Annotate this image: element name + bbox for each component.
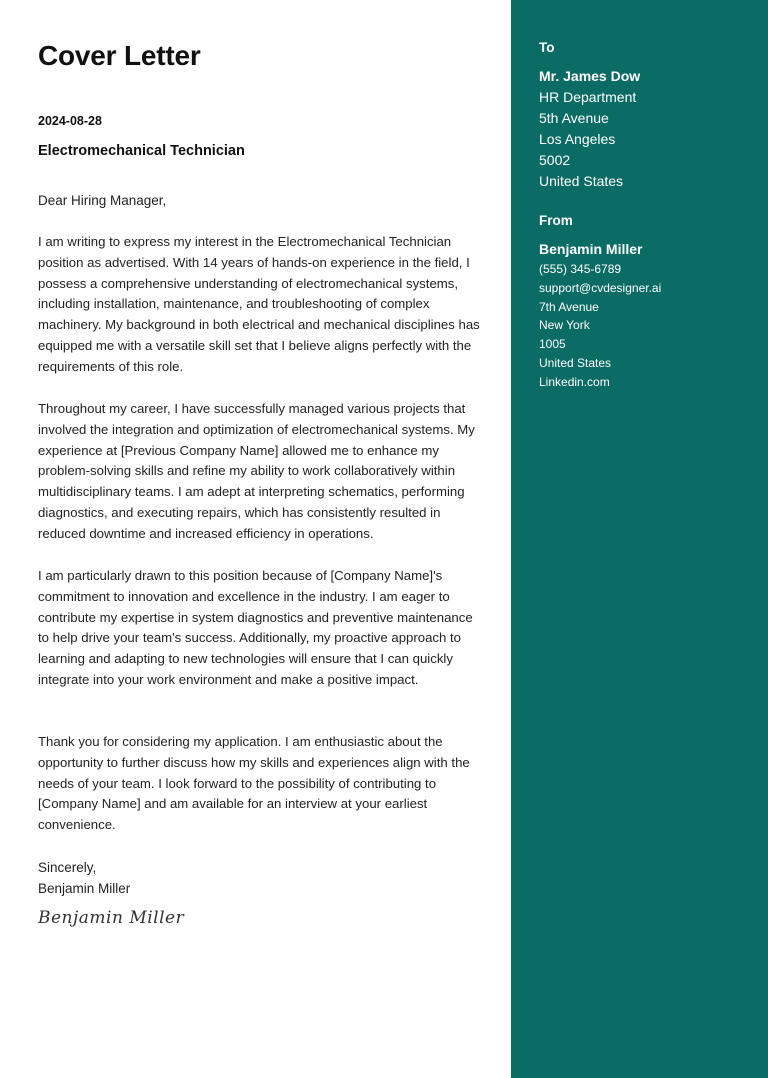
sender-block [539,239,661,392]
closing-name: Benjamin Miller [38,880,131,896]
letter-date: 2024-08-28 [38,114,102,128]
signature: Benjamin Miller [38,908,185,928]
paragraph-closing: Thank you for considering my application. I am enthusiastic about the opportunity to further discuss how my skills and experiences align with the needs of your team. I look forward to the possibility of contributing to [Company Name] and am available for an interview at your earliest convenience. [38,734,470,833]
position-title: Electromechanical Technician [38,143,245,159]
paragraph-motivation: I am particularly drawn to this position because of [Company Name]'s commitment to innovation and excellence in the industry. I am eager to contribute my expertise in system diagnostics and preventive maintenance to help drive your team's success. Additionally, my proactive approach to learning and adapting to new technologies will ensure that I can quickly integrate into your work environment and make a positive impact. [38,568,473,687]
paragraph-intro: I am writing to express my interest in the Electromechanical Technician position as advertised. With 14 years of hands-on experience in the field, I possess a comprehensive understanding of electromechanical systems, including installation, maintenance, and troubleshooting of complex machinery. My background in both electrical and mechanical disciplines has equipped me with a versatile skill set that I believe aligns perfectly with the requirements of this role. [38,234,480,374]
sender-city: New York [539,318,590,333]
sender-name: Benjamin Miller [539,241,643,257]
recipient-street: 5th Avenue [539,110,609,126]
closing-block [38,858,130,900]
recipient-zip: 5002 [539,152,571,168]
sender-country: United States [539,355,612,370]
contact-sidebar [511,0,768,1078]
recipient-block [539,66,640,192]
sender-email[interactable]: support@cvdesigner.ai [539,280,662,295]
sender-zip: 1005 [539,337,566,352]
sender-linkedin-link[interactable]: Linkedin.com [539,374,610,389]
sender-heading: From [539,213,573,228]
paragraph-experience: Throughout my career, I have successfully managed various projects that involved the integration and optimization of electromechanical systems. My experience at [Previous Company Name] allowed me to enhance my problem-solving skills and refine my ability to work collaboratively within multidisciplinary teams. I am adept at interpreting schematics, performing diagnostics, and executing repairs, which has consistently resulted in reduced downtime and increased efficiency in operations. [38,401,475,541]
recipient-country: United States [539,173,624,189]
recipient-name: Mr. James Dow [539,68,641,84]
page-title: Cover Letter [38,40,201,71]
recipient-department: HR Department [539,89,637,105]
closing-phrase: Sincerely, [38,860,97,875]
sender-street: 7th Avenue [539,299,599,314]
sender-phone[interactable]: (555) 345-6789 [539,262,622,276]
recipient-heading: To [539,40,555,55]
recipient-city: Los Angeles [539,131,616,147]
salutation: Dear Hiring Manager, [38,193,167,208]
